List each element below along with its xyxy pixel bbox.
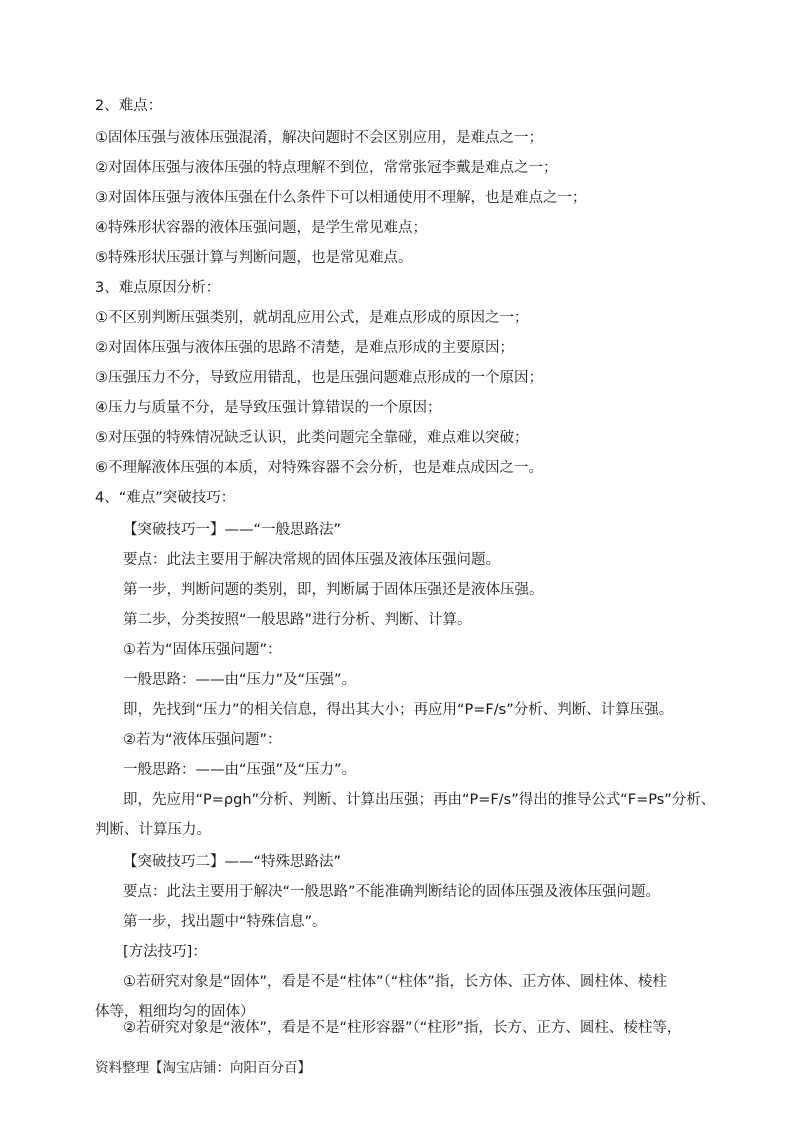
technique2-solid-case-1: ①若研究对象是“固体”，看是不是“柱体”（“柱体”指，长方体、正方体、圆柱体、棱柱	[123, 974, 667, 990]
breakthrough-heading: 4、“难点”突破技巧：	[95, 490, 236, 506]
technique1-key-point: 要点：此法主要用于解决常规的固体压强及液体压强问题。	[123, 552, 500, 568]
cause-item-1: ①不区别判断压强类别，就胡乱应用公式，是难点形成的原因之一；	[95, 310, 529, 326]
technique2-key-point: 要点：此法主要用于解决“一般思路”不能准确判断结论的固体压强及液体压强问题。	[123, 884, 661, 900]
cause-heading: 3、难点原因分析：	[95, 280, 221, 296]
difficulty-item-4: ④特殊形状容器的液体压强问题，是学生常见难点；	[95, 220, 427, 236]
technique1-liquid-route: 一般思路：——由“压强”及“压力”。	[123, 762, 357, 778]
cause-item-6: ⑥不理解液体压强的本质，对特殊容器不会分析，也是难点成因之一。	[95, 460, 543, 476]
technique1-step1: 第一步，判断问题的类别，即，判断属于固体压强还是液体压强。	[123, 582, 544, 598]
cause-item-2: ②对固体压强与液体压强的思路不清楚，是难点形成的主要原因；	[95, 340, 514, 356]
technique1-step2: 第二步，分类按照“一般思路”进行分析、判断、计算。	[123, 612, 472, 628]
cause-item-3: ③压强压力不分，导致应用错乱，也是压强问题难点形成的一个原因；	[95, 370, 543, 386]
difficulty-item-5: ⑤特殊形状压强计算与判断问题，也是常见难点。	[95, 250, 413, 266]
technique1-solid-case: ①若为“固体压强问题”：	[123, 642, 282, 658]
technique2-solid-case-2: 体等，粗细均匀的固体）	[95, 1004, 255, 1020]
technique1-liquid-detail-1: 即，先应用“P=ρgh”分析、判断、计算出压强；再由“P=F/s”得出的推导公式“F=Ps”分析、	[123, 792, 716, 808]
technique1-liquid-case: ②若为“液体压强问题”：	[123, 732, 282, 748]
difficulty-item-3: ③对固体压强与液体压强在什么条件下可以相通使用不理解，也是难点之一；	[95, 190, 587, 206]
technique1-solid-detail: 即，先找到“压力”的相关信息，得出其大小；再应用“P=F/s”分析、判断、计算压强。	[123, 702, 674, 718]
technique2-method-label: [方法技巧]：	[123, 944, 207, 960]
technique1-title: 【突破技巧一】——“一般思路法”	[123, 522, 342, 538]
difficulty-heading: 2、难点：	[95, 98, 163, 114]
footer-source: 资料整理【淘宝店铺：向阳百分百】	[95, 1060, 311, 1076]
technique1-liquid-detail-2: 判断、计算压力。	[95, 822, 211, 838]
technique2-title: 【突破技巧二】——“特殊思路法”	[123, 854, 342, 870]
technique1-solid-route: 一般思路：——由“压力”及“压强”。	[123, 672, 357, 688]
cause-item-4: ④压力与质量不分，是导致压强计算错误的一个原因；	[95, 400, 442, 416]
difficulty-item-1: ①固体压强与液体压强混淆，解决问题时不会区别应用，是难点之一；	[95, 130, 543, 146]
difficulty-item-2: ②对固体压强与液体压强的特点理解不到位，常常张冠李戴是难点之一；	[95, 160, 558, 176]
technique2-step1: 第一步，找出题中“特殊信息”。	[123, 914, 327, 930]
technique2-liquid-case-1: ②若研究对象是“液体”，看是不是“柱形容器”（“柱形”指，长方、正方、圆柱、棱柱等，	[123, 1020, 682, 1036]
cause-item-5: ⑤对压强的特殊情况缺乏认识，此类问题完全靠碰，难点难以突破；	[95, 430, 529, 446]
